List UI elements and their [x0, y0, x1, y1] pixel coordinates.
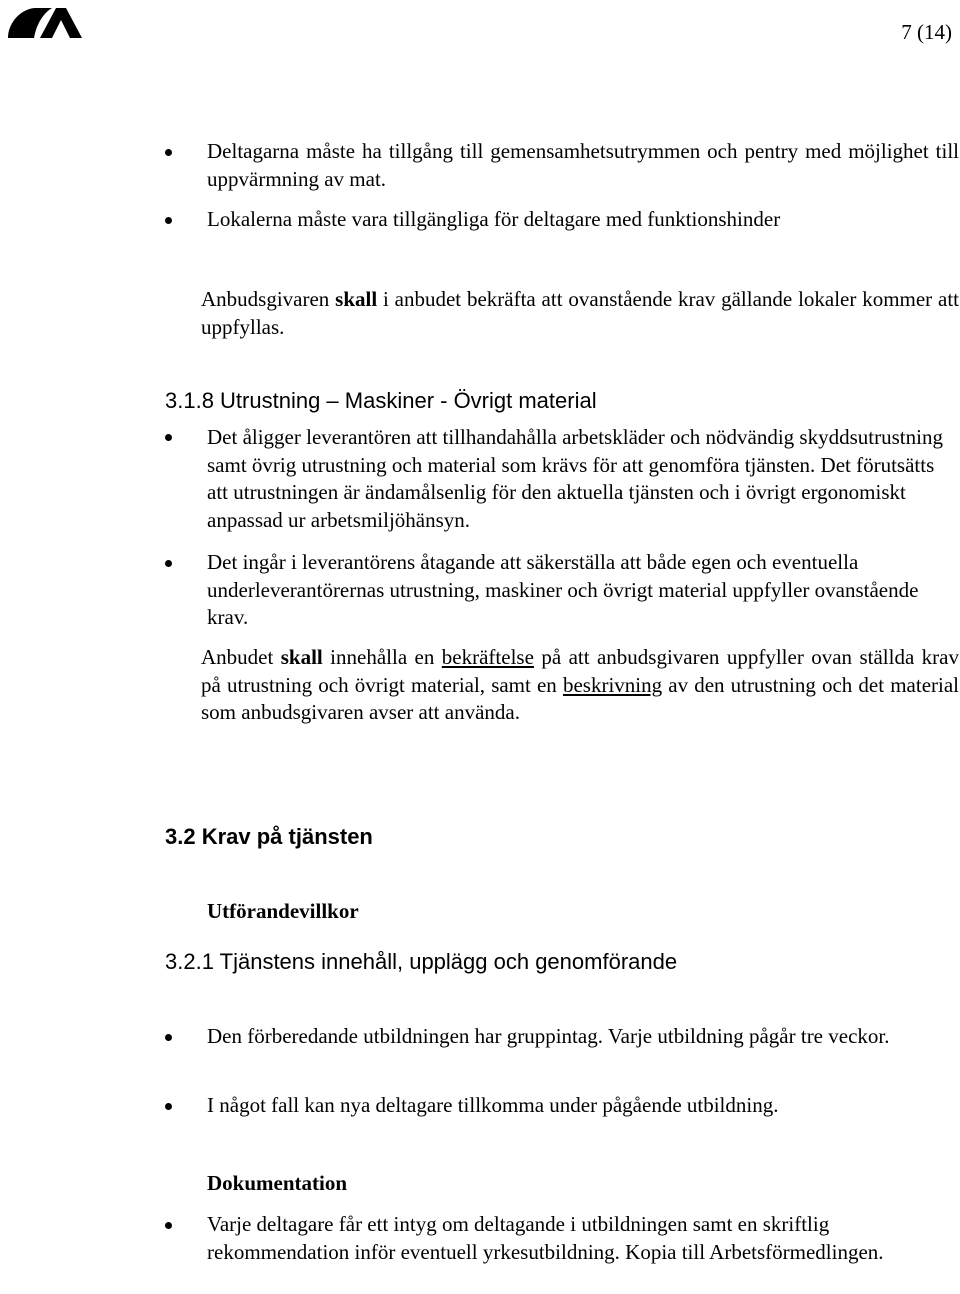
- subheading-utforandevillkor: Utförandevillkor: [207, 899, 359, 923]
- section-heading-3-2-1: 3.2.1 Tjänstens innehåll, upplägg och genomförande: [165, 949, 678, 974]
- paragraph-equipment-confirmation: Anbudet skall innehålla en bekräftelse på att anbudsgivaren uppfyller ovan ställda krav på utrustning och övrigt material, samt en beskrivning av den utrustning och det material som anbudsgivaren avser att använda.: [201, 645, 959, 724]
- page-number: 7 (14): [901, 20, 952, 44]
- bullet-icon: [165, 434, 172, 441]
- list-item: Lokalerna måste vara tillgängliga för deltagare med funktionshinder: [207, 207, 781, 231]
- list-item: Deltagarna måste ha tillgång till gemensamhetsutrymmen och pentry med möjlighet till uppvärmning av mat.: [207, 139, 959, 191]
- list-item: Det ingår i leverantörens åtagande att säkerställa att både egen och eventuella underleverantörernas utrustning, maskiner och övrigt material uppfyller ovanstående krav.: [207, 550, 919, 629]
- paragraph-confirm-premises: Anbudsgivaren skall i anbudet bekräfta att ovanstående krav gällande lokaler kommer att uppfyllas.: [201, 287, 959, 339]
- section-heading-3-1-8: 3.1.8 Utrustning – Maskiner - Övrigt material: [165, 388, 597, 413]
- company-logo: [6, 4, 82, 40]
- list-item: Den förberedande utbildningen har gruppintag. Varje utbildning pågår tre veckor.: [207, 1024, 890, 1048]
- bullet-icon: [165, 217, 172, 224]
- subheading-dokumentation: Dokumentation: [207, 1171, 348, 1195]
- bullet-icon: [165, 1103, 172, 1110]
- bullet-icon: [165, 1222, 172, 1229]
- list-item: Det åligger leverantören att tillhandahålla arbetskläder och nödvändig skyddsutrustning samt övrig utrustning och material som krävs för att genomföra tjänsten. Det förutsätts att utrustningen är ändamålsenlig för den aktuella tjänsten och i övrigt ergonomiskt anpassad ur arbetsmiljöhänsyn.: [207, 425, 943, 532]
- bullet-icon: [165, 1034, 172, 1041]
- bullet-icon: [165, 149, 172, 156]
- section-heading-3-2: 3.2 Krav på tjänsten: [165, 824, 373, 849]
- list-item: I något fall kan nya deltagare tillkomma under pågående utbildning.: [207, 1093, 779, 1117]
- list-item: Varje deltagare får ett intyg om deltagande i utbildningen samt en skriftlig rekommendation inför eventuell yrkesutbildning. Kopia till Arbetsförmedlingen.: [207, 1212, 884, 1264]
- bullet-icon: [165, 560, 172, 567]
